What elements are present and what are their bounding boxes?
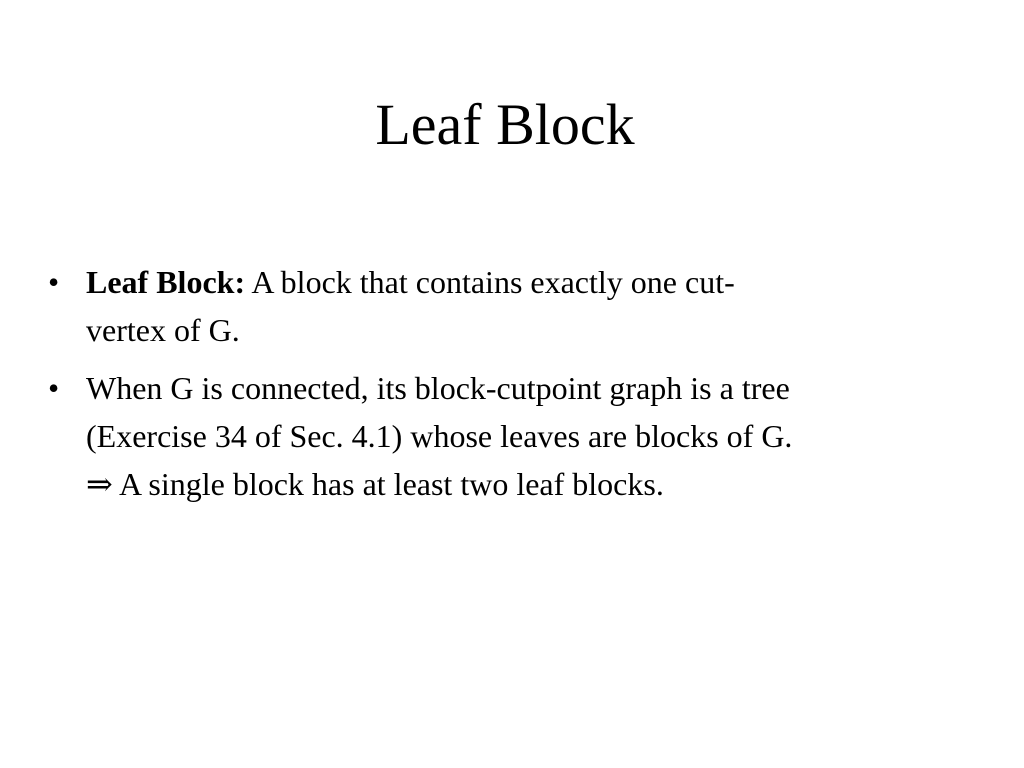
- bullet-line: (Exercise 34 of Sec. 4.1) whose leaves are blocks of G.: [86, 418, 793, 454]
- bullet-marker: •: [48, 370, 60, 406]
- bullet-item-leaf-block-definition: [48, 258, 988, 354]
- bullet-line: vertex of G.: [86, 312, 240, 348]
- slide-title: Leaf Block: [375, 92, 635, 157]
- bullet-line: [86, 258, 988, 306]
- bullet-line: ⇒ A single block has at least two leaf blocks.: [86, 466, 664, 502]
- definition-text: A block that contains exactly one cut-: [245, 264, 735, 300]
- definition-term: Leaf Block:: [86, 264, 246, 300]
- bullet-line: When G is connected, its block-cutpoint graph is a tree: [86, 370, 790, 406]
- bullet-list: [48, 258, 988, 518]
- bullet-marker: •: [48, 264, 60, 300]
- bullet-item-block-cutpoint-graph: [48, 364, 988, 508]
